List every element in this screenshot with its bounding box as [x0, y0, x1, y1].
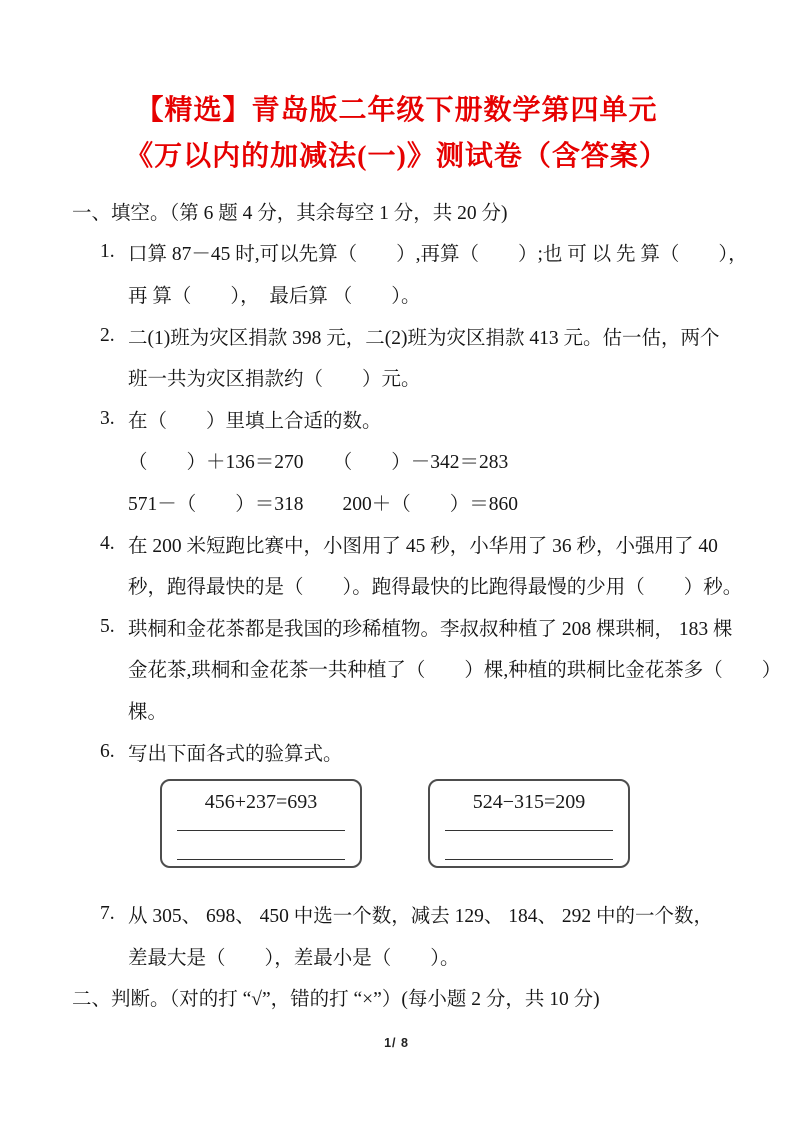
question-2-line-2: 班一共为灾区捐款约（ ）元。 — [128, 369, 421, 391]
question-text: 在（ ）里填上合适的数。 — [128, 410, 382, 432]
question-number: 6. — [100, 740, 115, 762]
question-number: 4. — [100, 532, 115, 554]
question-5-line-3: 棵。 — [128, 701, 168, 723]
question-text: 在 200 米短跑比赛中，小图用了 45 秒，小华用了 36 秒，小强用了 40 — [128, 535, 718, 557]
question-number: 5. — [100, 615, 115, 637]
question-number: 1. — [100, 241, 115, 263]
question-text: 二(1)班为灾区捐款 398 元，二(2)班为灾区捐款 413 元。估一估，两个 — [128, 327, 720, 349]
verification-boxes-row — [160, 779, 753, 868]
question-5-line-2: 金花茶,珙桐和金花茶一共种植了（ ）棵,种植的珙桐比金花茶多（ ） — [128, 660, 782, 682]
answer-box-subtraction — [428, 779, 630, 868]
answer-blank-line — [177, 830, 345, 831]
question-7-line-1 — [72, 893, 753, 935]
document-title — [0, 0, 793, 180]
section-1-heading: 一、填空。（第 6 题 4 分，其余每空 1 分，共 20 分) — [72, 202, 508, 224]
answer-blank-line — [445, 859, 613, 860]
question-3-line-1 — [72, 398, 753, 440]
question-7-line-2: 差最大是（ ），差最小是（ ）。 — [128, 947, 460, 969]
answer-box-addition — [160, 779, 362, 868]
page-title-line-1: 【精选】青岛版二年级下册数学第四单元 — [135, 95, 658, 126]
question-number: 2. — [100, 324, 115, 346]
page-title-line-2: 《万以内的加减法(一)》测试卷（含答案） — [125, 141, 668, 172]
equation-text: 524−315=209 — [472, 791, 586, 814]
question-number: 3. — [100, 407, 115, 429]
question-4-line-1 — [72, 523, 753, 565]
question-1-line-2: 再 算（ ）， 最后算 （ ）。 — [128, 285, 421, 307]
document-body — [0, 190, 793, 1018]
question-3-equation-row-2: 571－（ ）＝318 200＋（ ）＝860 — [128, 493, 519, 515]
question-3-equation-row-1: （ ）＋136＝270 （ ）－342＝283 — [128, 452, 509, 474]
question-1-line-1 — [72, 232, 753, 274]
question-number: 7. — [100, 903, 115, 925]
question-text: 珙桐和金花茶都是我国的珍稀植物。李叔叔种植了 208 棵珙桐， 183 棵 — [128, 618, 733, 640]
question-2-line-1 — [72, 315, 753, 357]
section-2-heading: 二、判断。（对的打 “√”，错的打 “×”）(每小题 2 分，共 10 分) — [72, 989, 600, 1011]
question-text: 从 305、 698、 450 中选一个数，减去 129、 184、 292 中的一个数， — [128, 906, 714, 928]
question-text: 口算 87－45 时,可以先算（ ）,再算（ ）;也 可 以 先 算（ ）， — [128, 244, 748, 266]
question-6-line-1 — [72, 731, 753, 773]
question-text: 写出下面各式的验算式。 — [128, 743, 343, 765]
answer-blank-line — [177, 859, 345, 860]
equation-text: 456+237=693 — [204, 791, 318, 814]
answer-blank-line — [445, 830, 613, 831]
question-4-line-2: 秒，跑得最快的是（ ）。跑得最快的比跑得最慢的少用（ ）秒。 — [128, 577, 743, 599]
page-number: 1/ 8 — [384, 1036, 409, 1050]
question-5-line-1 — [72, 606, 753, 648]
